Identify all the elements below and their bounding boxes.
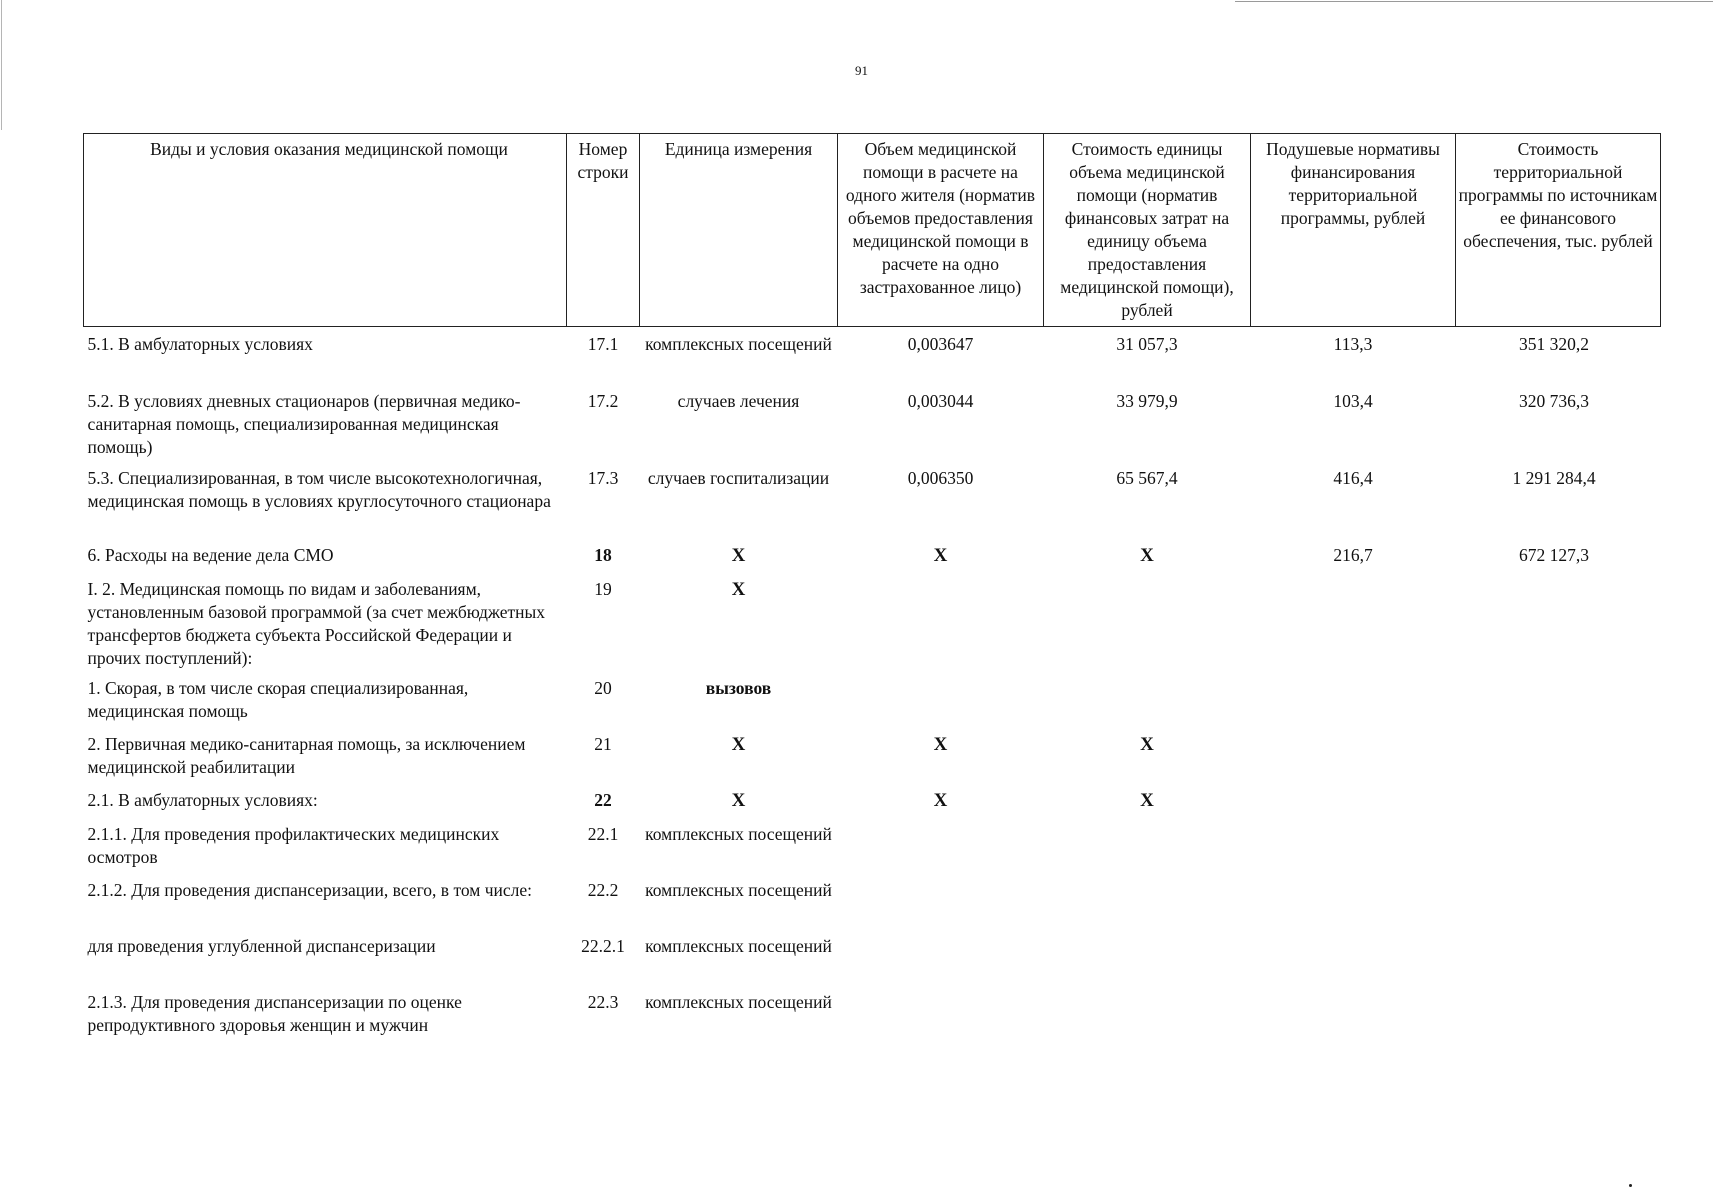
row-per-capita	[1251, 733, 1456, 789]
header-row	[84, 134, 1661, 327]
row-volume: X	[933, 734, 948, 755]
row-number: 22.2.1	[581, 936, 625, 956]
row-number: 22.2	[587, 880, 619, 900]
scan-edge-line	[1, 0, 2, 130]
row-total-cost	[1456, 879, 1661, 935]
row-volume: X	[933, 790, 948, 811]
header-unit: Единица измерения	[640, 134, 838, 327]
row-unit-cost	[1044, 578, 1251, 677]
row-name: 2.1. В амбулаторных условиях:	[87, 790, 318, 810]
row-total-cost: 1 291 284,4	[1512, 468, 1596, 488]
row-number: 17.3	[587, 468, 619, 488]
row-per-capita: 416,4	[1333, 468, 1373, 488]
row-unit-cost: X	[1140, 790, 1154, 811]
row-volume	[838, 935, 1044, 991]
row-volume	[838, 823, 1044, 879]
row-volume: 0,003647	[907, 334, 974, 354]
row-number: 17.2	[587, 391, 619, 411]
scan-edge-line	[1235, 1, 1713, 2]
row-unit-cost	[1044, 935, 1251, 991]
row-unit: случаев лечения	[677, 391, 800, 411]
table-row	[84, 879, 1661, 935]
row-name: 5.3. Специализированная, в том числе высокотехнологичная, медицинская помощь в условиях круглосуточного стационара	[87, 468, 551, 511]
row-unit: X	[731, 579, 746, 600]
row-per-capita: 216,7	[1333, 545, 1373, 565]
row-number: 22.1	[587, 824, 619, 844]
table-row	[84, 467, 1661, 544]
row-number: 19	[594, 579, 612, 599]
row-name: 1. Скорая, в том числе скорая специализированная, медицинская помощь	[87, 678, 469, 721]
table-row	[84, 789, 1661, 823]
row-name: 5.1. В амбулаторных условиях	[87, 334, 313, 354]
row-name: 2. Первичная медико-санитарная помощь, за исключением медицинской реабилитации	[87, 734, 526, 777]
table-row	[84, 390, 1661, 467]
row-unit-cost: 33 979,9	[1116, 391, 1178, 411]
table-row	[84, 935, 1661, 991]
row-total-cost	[1456, 823, 1661, 879]
row-volume	[838, 677, 1044, 733]
row-unit-cost: X	[1140, 734, 1154, 755]
row-unit-cost: X	[1140, 545, 1154, 566]
table-row	[84, 333, 1661, 390]
row-total-cost: 320 736,3	[1519, 391, 1589, 411]
row-per-capita	[1251, 935, 1456, 991]
header-row-number: Номер строки	[567, 134, 640, 327]
row-unit: комплексных посещений	[645, 992, 832, 1012]
page-number: 91	[855, 63, 868, 78]
row-per-capita	[1251, 823, 1456, 879]
row-total-cost	[1456, 733, 1661, 789]
row-number: 18	[594, 545, 612, 565]
row-total-cost: 672 127,3	[1519, 545, 1589, 565]
row-unit: комплексных посещений	[645, 334, 832, 354]
row-total-cost	[1456, 935, 1661, 991]
row-per-capita	[1251, 677, 1456, 733]
table-row	[84, 677, 1661, 733]
row-total-cost	[1456, 677, 1661, 733]
row-per-capita	[1251, 789, 1456, 823]
row-volume: 0,003044	[907, 391, 974, 411]
row-unit: X	[731, 734, 746, 755]
table-row	[84, 733, 1661, 789]
header-unit-cost: Стоимость единицы объема медицинской помощи (норматив финансовых затрат на единицу объема предоставления медицинской помощи), рублей	[1044, 134, 1251, 327]
row-number: 21	[594, 734, 612, 754]
row-unit: комплексных посещений	[645, 880, 832, 900]
row-per-capita	[1251, 879, 1456, 935]
table-row	[84, 578, 1661, 677]
row-per-capita: 103,4	[1333, 391, 1373, 411]
row-name: для проведения углубленной диспансеризации	[87, 936, 436, 956]
row-unit-cost	[1044, 879, 1251, 935]
row-number: 22	[594, 790, 612, 810]
row-per-capita: 113,3	[1333, 334, 1373, 354]
row-volume: 0,006350	[907, 468, 974, 488]
header-per-capita: Подушевые нормативы финансирования территориальной программы, рублей	[1251, 134, 1456, 327]
row-volume	[838, 578, 1044, 677]
row-name: 2.1.3. Для проведения диспансеризации по оценке репродуктивного здоровья женщин и мужчин	[87, 992, 462, 1035]
table-body	[84, 327, 1661, 1048]
row-unit-cost	[1044, 677, 1251, 733]
row-total-cost: 351 320,2	[1519, 334, 1589, 354]
row-name: 6. Расходы на ведение дела СМО	[87, 545, 334, 565]
row-name: 5.2. В условиях дневных стационаров (первичная медико-санитарная помощь, специализированная медицинская помощь)	[87, 391, 521, 457]
row-volume: X	[933, 545, 948, 566]
row-volume	[838, 879, 1044, 935]
row-unit-cost: 65 567,4	[1116, 468, 1178, 488]
row-volume	[838, 991, 1044, 1047]
row-name: 2.1.2. Для проведения диспансеризации, всего, в том числе:	[87, 880, 533, 900]
row-per-capita	[1251, 991, 1456, 1047]
row-unit-cost	[1044, 823, 1251, 879]
table-row	[84, 544, 1661, 578]
row-total-cost	[1456, 991, 1661, 1047]
financing-table	[83, 133, 1661, 1047]
row-total-cost	[1456, 789, 1661, 823]
table-row	[84, 823, 1661, 879]
row-unit-cost: 31 057,3	[1116, 334, 1178, 354]
row-unit: комплексных посещений	[645, 936, 832, 956]
row-number: 22.3	[587, 992, 619, 1012]
row-name: I. 2. Медицинская помощь по видам и заболеваниям, установленным базовой программой (за счет межбюджетных трансфертов бюджета субъекта Российской Федерации и прочих поступлений):	[87, 579, 546, 668]
row-unit: вызовов	[705, 678, 772, 698]
header-type: Виды и условия оказания медицинской помощи	[84, 134, 567, 327]
row-number: 20	[594, 678, 612, 698]
row-per-capita	[1251, 578, 1456, 677]
header-total-cost: Стоимость территориальной программы по источникам ее финансового обеспечения, тыс. рублей	[1456, 134, 1661, 327]
row-number: 17.1	[587, 334, 619, 354]
row-unit-cost	[1044, 991, 1251, 1047]
row-name: 2.1.1. Для проведения профилактических медицинских осмотров	[87, 824, 500, 867]
row-unit: комплексных посещений	[645, 824, 832, 844]
header-volume: Объем медицинской помощи в расчете на одного жителя (норматив объемов предоставления медицинской помощи в расчете на одно застрахованное лицо)	[838, 134, 1044, 327]
row-unit: X	[731, 790, 746, 811]
row-total-cost	[1456, 578, 1661, 677]
row-unit: случаев госпитализации	[647, 468, 830, 488]
scan-speck	[1629, 1184, 1632, 1187]
table-row	[84, 991, 1661, 1047]
row-unit: X	[731, 545, 746, 566]
